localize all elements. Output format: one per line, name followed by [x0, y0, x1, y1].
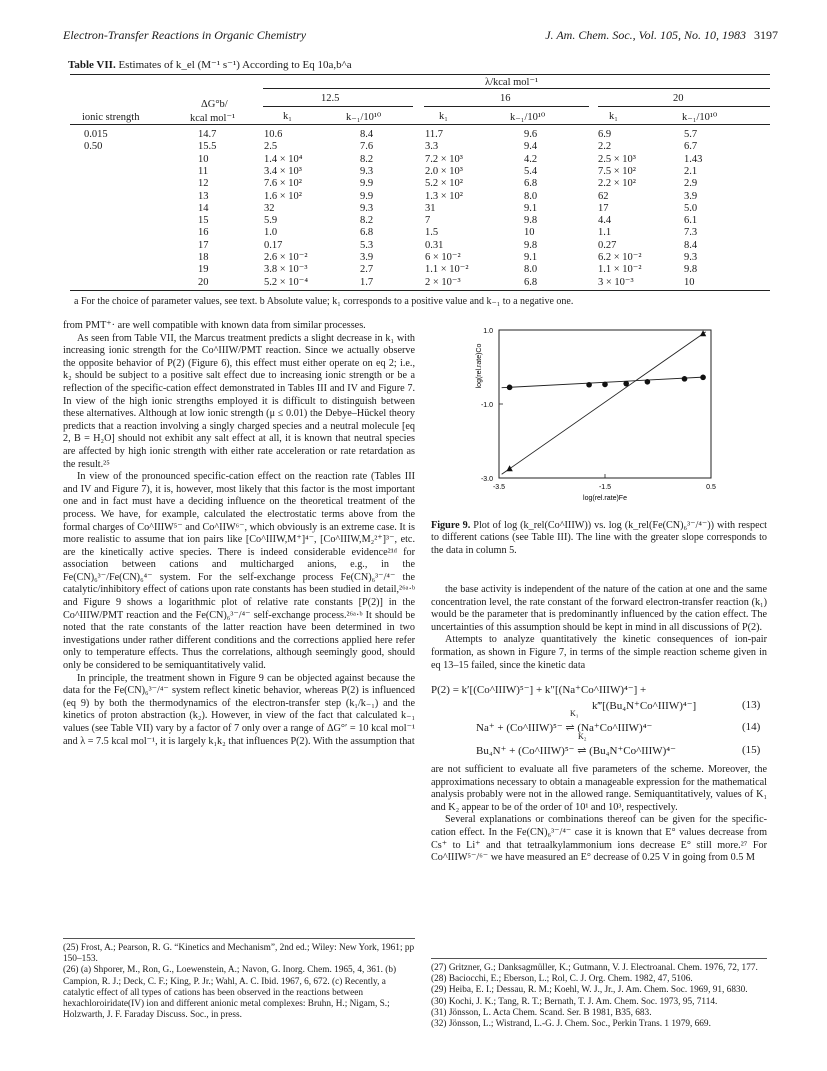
lambda-rule: [263, 88, 770, 89]
table-cell-b1: 7: [425, 215, 431, 227]
lambda-group-rule-3: [598, 106, 770, 107]
table-cell-c2: 6.1: [684, 215, 698, 227]
x-tick-label: 0.5: [706, 484, 716, 491]
table-cell-c2: 10: [684, 276, 695, 288]
table-cell-dg: 16: [198, 227, 209, 239]
equation-13-number: (13): [742, 699, 761, 711]
table-cell-a1: 5.2 × 10⁻⁴: [264, 276, 308, 288]
table-footnote: a For the choice of parameter values, see text. b Absolute value; k₁ corresponds to a positive value and k₋₁ to a negative one.: [74, 296, 574, 307]
x-tick-label: -1.5: [598, 484, 612, 491]
table-cell-a2: 6.8: [360, 227, 374, 239]
table-cell-b2: 5.4: [524, 165, 538, 177]
table-cell-c2: 5.7: [684, 129, 698, 140]
table-cell-b2: 9.6: [524, 129, 538, 140]
table-cell-a1: 2.5: [264, 141, 278, 153]
table-cell-b1: 0.31: [425, 239, 444, 251]
y-axis-label: log(rel.rate)Co: [476, 343, 483, 389]
table-cell-dg: 19: [198, 264, 209, 276]
table-cell-b1: 6 × 10⁻²: [425, 252, 461, 263]
equation-14-number: (14): [742, 721, 761, 733]
lambda-value-3: 20: [673, 93, 684, 104]
table-cell-dg: 17: [198, 239, 209, 251]
data-point-triangle: [700, 330, 706, 336]
footnote: (27) Gritzner, G.; Danksagmüller, K.; Gutmann, V. J. Electroanal. Chem. 1976, 72, 177.: [431, 963, 758, 973]
table-cell-b2: 10: [524, 227, 535, 239]
table-cell-ionic: 0.015: [84, 129, 108, 140]
table-cell-b2: 9.8: [524, 215, 538, 227]
table-cell-a2: 8.2: [360, 153, 374, 165]
figure-label: Figure 9.: [431, 520, 471, 531]
table-cell-a2: 9.3: [360, 165, 374, 177]
table-cell-b1: 11.7: [425, 129, 443, 140]
table-cell-dg: 12: [198, 178, 209, 190]
table-cell-dg: 14: [198, 202, 209, 214]
paragraph: In view of the pronounced specific-cation effect on the reaction rate (Tables III and IV and Figure 7), it is, however, most likely that this factor is the most important one and in fact must have a deciding influence on the theoretical treatment of the process. We have, for example, calculated the electrostatic terms above from the formal charges of Co^IIIW⁵⁻ and Co^IIW⁶⁻, which obviously is an extreme case. It is more realistic to assume that ion pairs like [Co^IIIW,M⁺]⁴⁻, [Co^IIIW,M₂²⁺]³⁻, etc. are the kinetically active species. There is indeed considerable evidence²¹ᵈ for association between cations and multicharged anions, e.g., in the Fe(CN)₆³⁻/Fe(CN)₆⁴⁻ system. For the self-exchange process Fe(CN)₆³⁻/⁴⁻ the catalytic/inhibitory effect of cations upon rate constants has been studied in detail,²⁶ᵃ·ᵇ and Figure 9 shows a logarithmic plot of relative rate constants [P(2)] in the Co^IIIW/PMT reaction and the Fe(CN)₆³⁻/⁴⁻ self-exchange process.²⁶ᵃ·ᵇ It should be noted that the rate constants of the latter reaction have been determined in two investigations under rather different conditions and the corrections applied here refer only to temperature effects. Thus the correlations, although seemingly good, should only be considered to be semiquantitatively valid.: [63, 471, 415, 672]
data-point-circle: [682, 376, 688, 382]
lambda-group-rule-2: [424, 106, 589, 107]
table-cell-a2: 8.4: [360, 129, 374, 140]
table-cell-a1: 5.9: [264, 215, 278, 227]
figure-caption: [431, 520, 767, 557]
table-cell-a1: 2.6 × 10⁻²: [264, 252, 308, 263]
table-cell-b1: 5.2 × 10²: [425, 178, 463, 190]
table-cell-dg: 20: [198, 276, 209, 288]
table-cell-b1: 1.1 × 10⁻²: [425, 264, 469, 276]
table-cell-c2: 6.7: [684, 141, 698, 153]
table-cell-a2: 7.6: [360, 141, 374, 153]
equation-14: Na⁺ + (Co^IIIW)⁵⁻ ⇌ (Na⁺Co^IIIW)⁴⁻: [476, 722, 653, 734]
table-cell-c1: 6.2 × 10⁻²: [598, 252, 642, 263]
table-bottom-rule: [70, 290, 770, 291]
journal-citation: [545, 28, 778, 43]
page-number: 3197: [754, 28, 778, 42]
table-cell-b2: 6.8: [524, 276, 538, 288]
journal-name: J. Am. Chem. Soc., Vol. 105, No. 10, 1983: [545, 28, 746, 42]
table-cell-c2: 9.3: [684, 252, 698, 263]
table-cell-dg: 18: [198, 252, 209, 263]
table-cell-dg: 15: [198, 215, 209, 227]
table-top-rule: [70, 74, 770, 75]
table-cell-b1: 7.2 × 10³: [425, 153, 463, 165]
paragraph: In principle, the treatment shown in Figure 9 can be objected against because the data for the Fe(CN)₆³⁻/⁴⁻ system reflect kinetic behavior, whereas P(2) is influenced (eq 9) by both the thermodynamics of the electron-transfer step (k₁/k₋₁) and the kinetics of proton abstraction (k₂). However, in view of the fact that calculated k₋₁ values (see Table VII) vary by a factor of 7 only over a range of ΔG°′ = 10 kcal mol⁻¹ and λ = 7.5 kcal mol⁻¹, it is largely k₁k₂ that influences P(2). With the assumption that: [63, 672, 415, 747]
footnotes-right: [431, 963, 767, 1030]
dg-header-line2: kcal mol⁻¹: [190, 113, 236, 124]
table-cell-a1: 10.6: [264, 129, 283, 140]
table-cell-c2: 2.9: [684, 178, 698, 190]
table-cell-c2: 3.9: [684, 190, 698, 202]
paragraph: from PMT⁺· are well compatible with known data from similar processes.: [63, 320, 366, 331]
table-cell-c2: 8.4: [684, 239, 698, 251]
table-cell-dg: 15.5: [198, 141, 217, 153]
table-cell-a1: 1.0: [264, 227, 278, 239]
data-point-circle: [507, 385, 513, 391]
table-cell-dg: 10: [198, 153, 209, 165]
figure-caption-text: Plot of log (k_rel(Co^IIIW)) vs. log (k_rel(Fe(CN)₆³⁻/⁴⁻)) with respect to different cations (see Table III). The line with the greater slope corresponds to the data in column 5.: [431, 520, 767, 556]
km1-header-3: k₋₁/10¹⁰: [682, 112, 718, 123]
table-cell-a2: 8.2: [360, 215, 374, 227]
footnote: (26) (a) Shporer, M., Ron, G., Loewenstein, A.; Navon, G. Inorg. Chem. 1965, 4, 361. (b) Campion, R. J.; Deck, C. F.; King, P. Jr.; Wahl, A. C. Ibid. 1967, 6, 672. (c) Recently, a catalytic effect of all types of cations has been observed in the reactions between hexachloroiridate(IV) ion and different anionic metal complexes: Bruhn, H.; Nigam, S.; Holzwarth, J. F. Faraday Discuss. Soc., in press.: [63, 965, 397, 1021]
table-cell-b2: 4.2: [524, 153, 538, 165]
table-cell-c1: 3 × 10⁻³: [598, 276, 634, 288]
paragraph: Several explanations or combinations thereof can be given for the specific-cation effect. In the Fe(CN)₆³⁻/⁴⁻ case it is known that E° values decrease from Cs⁺ to Li⁺ and that tetraalkylammonium ions decrease E° still more.²⁷ For Co^IIIW⁵⁻/⁶⁻ we have measured an E° decrease of 0.25 V in going from 0.5 M: [431, 814, 767, 864]
table-cell-b1: 2.0 × 10³: [425, 165, 463, 177]
table-cell-c1: 2.5 × 10³: [598, 153, 636, 165]
table-cell-b2: 9.8: [524, 239, 538, 251]
table-cell-b1: 1.5: [425, 227, 439, 239]
table-cell-c1: 2.2: [598, 141, 612, 153]
table-header-rule: [70, 124, 770, 125]
equation-13-line1: P(2) = k′[(Co^IIIW)⁵⁻] + k″[(Na⁺Co^IIIW)⁴⁻] +: [431, 684, 647, 696]
k1-header-3: k₁: [609, 111, 618, 122]
paragraph: are not sufficient to evaluate all five parameters of the scheme. Moreover, the approximations necessary to obtain a manageable expression for the mathematical analysis probably were not in the allowed range. Semiquantitatively, values of K₁ and K₂ appear to be of the order of 10¹ and 10³, respectively.: [431, 764, 767, 813]
lambda-value-1: 12.5: [321, 93, 340, 104]
footnotes-left: [63, 943, 415, 1021]
footnote: (30) Kochi, J. K.; Tang, R. T.; Bernath, T. J. Am. Chem. Soc. 1973, 95, 7114.: [431, 996, 718, 1007]
equation-13-line2: k‴[(Bu₄N⁺Co^IIIW)⁴⁻]: [592, 700, 697, 712]
table-cell-a1: 3.8 × 10⁻³: [264, 264, 308, 276]
footnote: (31) Jönsson, L. Acta Chem. Scand. Ser. B 1981, B35, 683.: [431, 1007, 652, 1018]
equation-15-number: (15): [742, 744, 761, 756]
table-cell-a2: 9.9: [360, 178, 374, 190]
table-cell-c2: 1.43: [684, 153, 703, 165]
ionic-strength-header: ionic strength: [82, 112, 140, 123]
table-cell-b1: 2 × 10⁻³: [425, 276, 461, 288]
x-axis-label: log(rel.rate)Fe: [583, 495, 627, 502]
scatter-plot: [431, 316, 767, 516]
table-cell-dg: 13: [198, 190, 209, 202]
y-tick-label: -3.0: [480, 476, 493, 483]
right-column-text-continued: [431, 764, 767, 865]
table-cell-b1: 1.3 × 10²: [425, 190, 463, 202]
table-cell-b2: 8.0: [524, 264, 538, 276]
table-cell-a1: 3.4 × 10³: [264, 165, 302, 177]
footnote: (28) Baciocchi, E.; Eberson, L.; Rol, C. J. Org. Chem. 1982, 47, 5106.: [431, 974, 693, 985]
table-cell-b2: 8.0: [524, 190, 538, 202]
table-cell-c1: 0.27: [598, 239, 617, 251]
paragraph: the base activity is independent of the nature of the cation at one and the same concentration level, the rate constant of the forward electron-transfer reaction (k₁) would be the parameter that is predominantly influenced by the cation effect. The uncertainties of this assumption should be kept in mind in all discussions of P(2).: [431, 584, 767, 633]
k1-header-2: k₁: [439, 111, 448, 122]
table-label: Table VII.: [68, 59, 116, 71]
footnote: (29) Heiba, E. I.; Dessau, R. M.; Koehl, W. J., Jr., J. Am. Chem. Soc. 1969, 91, 6830.: [431, 985, 748, 996]
table-cell-a2: 9.3: [360, 202, 374, 214]
table-cell-a1: 7.6 × 10²: [264, 178, 302, 190]
equation-15-constant: K₂: [578, 732, 587, 741]
data-point-circle: [586, 382, 592, 388]
data-point-circle: [623, 381, 629, 387]
table-cell-dg: 14.7: [198, 129, 217, 140]
table-cell-ionic: 0.50: [84, 141, 103, 153]
table-cell-b2: 6.8: [524, 178, 538, 190]
table-cell-b2: 9.4: [524, 141, 538, 153]
km1-header-1: k₋₁/10¹⁰: [346, 112, 382, 123]
fit-line: [502, 332, 706, 474]
table-cell-a1: 1.4 × 10⁴: [264, 153, 303, 165]
table-cell-c1: 1.1: [598, 227, 612, 239]
footnote-rule-right: [431, 958, 767, 959]
data-point-circle: [602, 382, 608, 388]
table-cell-b1: 31: [425, 202, 436, 214]
paragraph: Attempts to analyze quantitatively the kinetic consequences of ion-pair formation, as shown in Figure 7, in terms of the simple reaction scheme given in eq 13–15 failed, since the kinetic data: [431, 634, 767, 671]
table-cell-c1: 1.1 × 10⁻²: [598, 264, 642, 276]
table-cell-c1: 4.4: [598, 215, 612, 227]
table-caption: [68, 58, 352, 71]
lambda-group-rule-1: [263, 106, 413, 107]
table-cell-a1: 0.17: [264, 239, 283, 251]
right-column-text: [431, 584, 767, 672]
dg-header-line1: ΔG°b/: [201, 99, 228, 110]
y-tick-label: 1.0: [483, 328, 493, 335]
data-point-circle: [645, 379, 651, 385]
lambda-value-2: 16: [500, 93, 511, 104]
table-cell-a2: 3.9: [360, 252, 374, 263]
plot-frame: [499, 330, 711, 478]
table-caption-text: Estimates of k_el (M⁻¹ s⁻¹) According to Eq 10a,b^a: [118, 59, 352, 71]
k1-header-1: k₁: [283, 111, 292, 122]
footnote: (25) Frost, A.; Pearson, R. G. “Kinetics and Mechanism”, 2nd ed.; Wiley: New York, 1961; pp 150–153.: [63, 943, 415, 965]
left-column-text: [63, 320, 415, 748]
table-cell-a1: 1.6 × 10²: [264, 190, 302, 202]
x-tick-label: -3.5: [492, 484, 506, 491]
table-cell-a2: 5.3: [360, 239, 374, 251]
table-cell-a1: 32: [264, 202, 275, 214]
km1-header-2: k₋₁/10¹⁰: [510, 112, 546, 123]
table-cell-b1: 3.3: [425, 141, 439, 153]
equation-15: Bu₄N⁺ + (Co^IIIW)⁵⁻ ⇌ (Bu₄N⁺Co^IIIW)⁴⁻: [476, 745, 676, 757]
table-cell-dg: 11: [198, 165, 209, 177]
table-cell-c1: 6.9: [598, 129, 612, 140]
table-cell-c2: 7.3: [684, 227, 698, 239]
table-cell-a2: 2.7: [360, 264, 374, 276]
table-cell-c1: 17: [598, 202, 609, 214]
table-cell-c1: 2.2 × 10²: [598, 178, 636, 190]
table-cell-b2: 9.1: [524, 252, 538, 263]
y-tick-label: -1.0: [480, 402, 493, 409]
table-cell-c2: 9.8: [684, 264, 698, 276]
lambda-header: λ/kcal mol⁻¹: [485, 77, 539, 88]
table-cell-c2: 2.1: [684, 165, 698, 177]
table-cell-b2: 9.1: [524, 202, 538, 214]
running-title: Electron-Transfer Reactions in Organic Chemistry: [63, 28, 307, 42]
data-point-circle: [700, 375, 706, 381]
table-cell-c1: 62: [598, 190, 609, 202]
data-point-triangle: [506, 465, 512, 471]
table-cell-a2: 1.7: [360, 276, 374, 288]
equation-14-constant: K₁: [570, 709, 579, 718]
table-cell-c1: 7.5 × 10²: [598, 165, 636, 177]
footnote: (32) Jönsson, L.; Wistrand, L.-G. J. Chem. Soc., Perkin Trans. 1 1979, 669.: [431, 1019, 711, 1030]
paragraph: As seen from Table VII, the Marcus treatment predicts a slight decrease in k₁ with increasing ionic strength for the Co^IIIW/PMT reaction. Since we actually observe the opposite behavior of P(2) (Figure 6), this effect must either operate on eq 2; i.e., k₂ should be subject to a positive salt effect due to increasing ionic strength or be a reflection of the specific-cation effect demonstrated in Tables III and IV and Figure 7. In view of the high ionic strengths employed it is difficult to distinguish between these alternatives. Although at low ionic strength (μ ≤ 0.01) the Debye–Hückel theory predicts that a reaction involving a singly charged species and a neutral molecule [eq 2, B = H₂O] should not exhibit any salt effect at all, it is known that neutral species are affected by high ionic strength with either rate acceleration or rate retardation as the result.²⁵: [63, 332, 415, 470]
table-cell-c2: 5.0: [684, 202, 698, 214]
table-cell-a2: 9.9: [360, 190, 374, 202]
figure-9: [431, 316, 767, 516]
footnote-rule-left: [63, 938, 415, 939]
